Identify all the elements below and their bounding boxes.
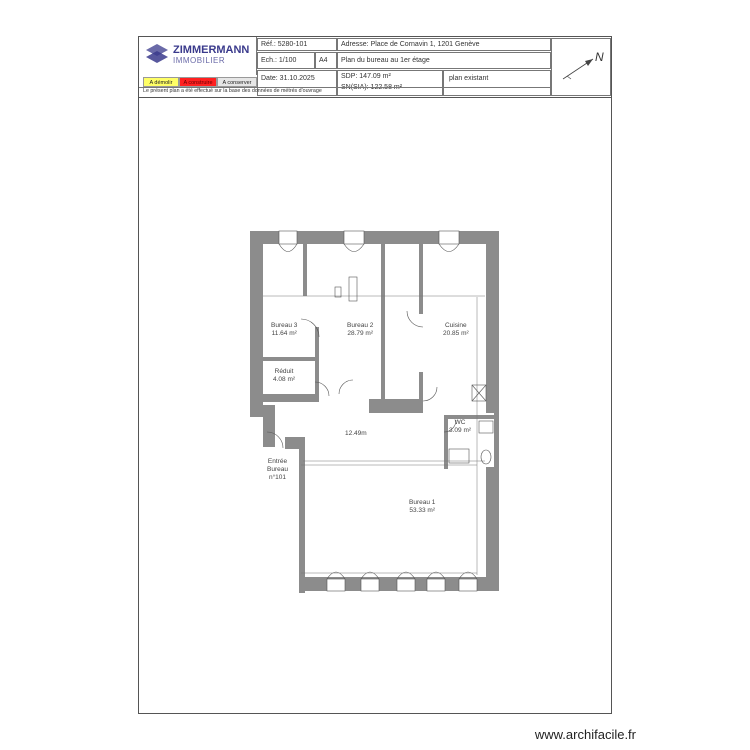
plan-title-text: Plan du bureau au 1er étage: [341, 57, 430, 64]
entrance-label: Entrée Bureau n°101: [267, 458, 288, 482]
kitchen-fixture: [472, 385, 486, 401]
room-cuisine: Cuisine 20.85 m²: [443, 322, 469, 338]
ref-text: Réf.: 5280-101: [261, 41, 308, 48]
scale-text: Ech.: 1/100: [261, 57, 297, 64]
room-wc: WC 3.09 m²: [449, 419, 472, 435]
drawing-sheet: [138, 36, 612, 714]
room-bureau-2: Bureau 2 28.79 m²: [347, 322, 374, 338]
walls: [250, 231, 499, 593]
north-label: N: [595, 50, 604, 64]
status-text: plan existant: [449, 75, 489, 82]
legend-keep: A conserver: [217, 77, 257, 87]
paper-text: A4: [319, 57, 328, 64]
desk-symbol: [335, 277, 357, 301]
note-text: Le présent plan a été effectué sur la base des données de métrés d'ouvrage: [143, 88, 322, 94]
sdp-text: SDP: 147.09 m²: [341, 73, 391, 80]
legend-build: A construire: [179, 77, 217, 87]
address-text: Adresse: Place de Cornavin 1, 1201 Genève: [341, 41, 480, 48]
legend-demolish: A démolir: [143, 77, 179, 87]
room-reduit: Réduit 4.08 m²: [273, 368, 296, 384]
room-bureau-3: Bureau 3 11.64 m²: [271, 322, 298, 338]
room-hall: 12.49m: [345, 430, 367, 437]
floor-plan: [139, 37, 613, 715]
sn-text: SN(SIA): 122.58 m²: [341, 84, 403, 91]
date-text: Date: 31.10.2025: [261, 75, 315, 82]
company-name: ZIMMERMANN: [173, 44, 250, 56]
company-subtitle: IMMOBILIER: [173, 56, 226, 65]
watermark: www.archifacile.fr: [534, 727, 636, 742]
room-bureau-1: Bureau 1 53.33 m²: [409, 499, 436, 515]
